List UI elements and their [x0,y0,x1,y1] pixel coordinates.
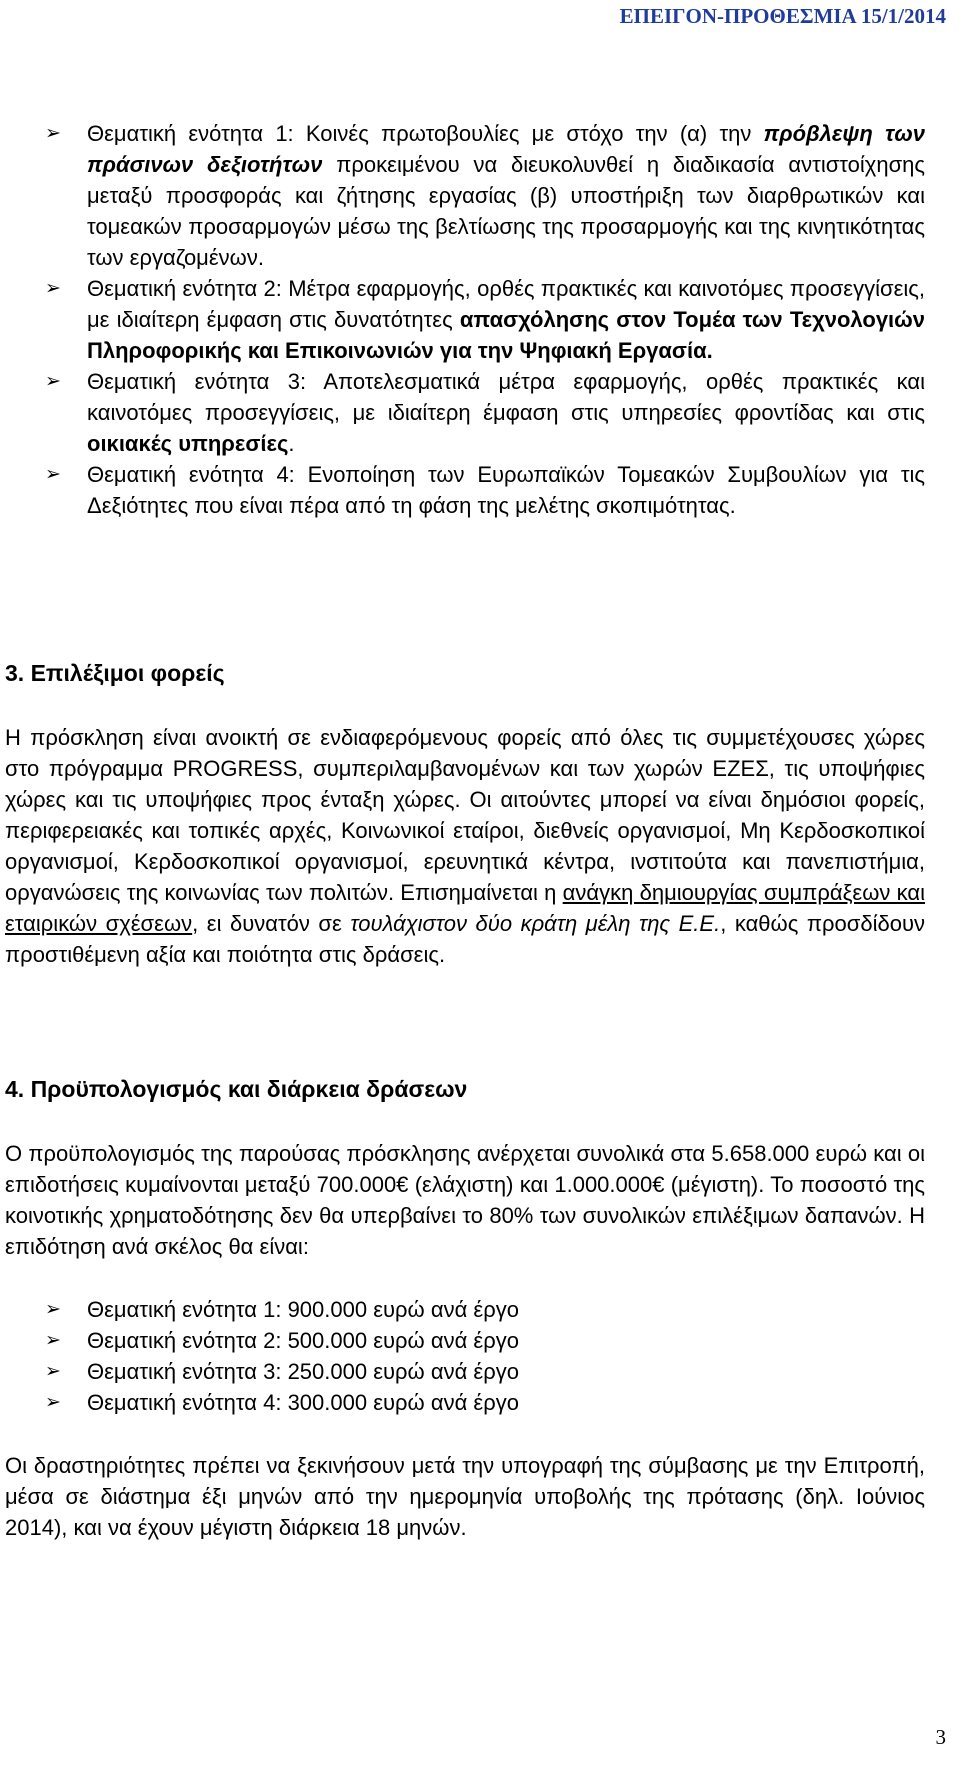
list-item: ➢ Θεματική ενότητα 4: Ενοποίηση των Ευρωπαϊκών Τομεακών Συμβουλίων για τις Δεξιότητες που είναι πέρα από τη φάση της μελέτης σκοπιμότητας. [45,459,925,521]
list-item: ➢ Θεματική ενότητα 3: Αποτελεσματικά μέτρα εφαρμογής, ορθές πρακτικές και καινοτόμες προσεγγίσεις, με ιδιαίτερη έμφαση στις υπηρεσίες φροντίδας και στις οικιακές υπηρεσίες. [45,366,925,459]
list-item: ➢ Θεματική ενότητα 1: Κοινές πρωτοβουλίες με στόχο την (α) την πρόβλεψη των πράσινων δεξιοτήτων προκειμένου να διευκολυνθεί η διαδικασία αντιστοίχησης μεταξύ προσφοράς και ζήτησης εργασίας (β) υποστήριξη των διαρθρωτικών και τομεακών προσαρμογών μέσω της βελτίωσης της προσαρμογής και της κινητικότητας των εργαζομένων. [45,118,925,273]
list-item: ➢ Θεματική ενότητα 1: 900.000 ευρώ ανά έργο [45,1294,925,1325]
closing-paragraph: Οι δραστηριότητες πρέπει να ξεκινήσουν μετά την υπογραφή της σύμβασης με την Επιτροπή, μέσα σε διάστημα έξι μηνών από την ημερομηνία υποβολής της πρότασης (δηλ. Ιούνιος 2014), και να έχουν μέγιστη διάρκεια 18 μηνών. [5,1453,925,1540]
page-header: ΕΠΕΙΓΟΝ-ΠΡΟΘΕΣΜΙΑ 15/1/2014 [619,4,946,28]
section-4-heading: 4. Προϋπολογισμός και διάρκεια δράσεων [5,1076,468,1102]
thematic-list [45,118,925,521]
arrow-bullet-icon: ➢ [45,371,61,392]
list-item: ➢ Θεματική ενότητα 2: 500.000 ευρώ ανά έργο [45,1325,925,1356]
arrow-bullet-icon: ➢ [45,1392,61,1413]
eligible-bodies-paragraph: Η πρόσκληση είναι ανοικτή σε ενδιαφερόμενους φορείς από όλες τις συμμετέχουσες χώρες στο πρόγραμμα PROGRESS, συμπεριλαμβανομένων και των χωρών ΕΖΕΣ, τις υποψήφιες χώρες και τις υποψήφιες προς ένταξη χώρες. Οι αιτούντες μπορεί να είναι δημόσιοι φορείς, περιφερειακές και τοπικές αρχές, Κοινωνικοί εταίροι, διεθνείς οργανισμοί, Μη Κερδοσκοπικοί οργανισμοί, Κερδοσκοπικοί οργανισμοί, ερευνητικά κέντρα, ινστιτούτα και πανεπιστήμια, οργανώσεις της κοινωνίας των πολιτών. Επισημαίνεται η ανάγκη δημιουργίας συμπράξεων και εταιρικών σχέσεων, ει δυνατόν σε τουλάχιστον δύο κράτη μέλη της Ε.Ε., καθώς προσδίδουν προστιθέμενη αξία και ποιότητα στις δράσεις. [5,725,925,967]
section-3-heading: 3. Επιλέξιμοι φορείς [5,660,225,686]
arrow-bullet-icon: ➢ [45,1330,61,1351]
arrow-bullet-icon: ➢ [45,1299,61,1320]
arrow-bullet-icon: ➢ [45,278,61,299]
list-item: ➢ Θεματική ενότητα 3: 250.000 ευρώ ανά έργο [45,1356,925,1387]
budget-paragraph: Ο προϋπολογισμός της παρούσας πρόσκλησης ανέρχεται συνολικά στα 5.658.000 ευρώ και οι επιδοτήσεις κυμαίνονται μεταξύ 700.000€ (ελάχιστη) και 1.000.000€ (μέγιστη). Το ποσοστό της κοινοτικής χρηματοδότησης δεν θα υπερβαίνει το 80% των συνολικών επιλέξιμων δαπανών. Η επιδότηση ανά σκέλος θα είναι: [5,1141,925,1259]
list-item: ➢ Θεματική ενότητα 2: Μέτρα εφαρμογής, ορθές πρακτικές και καινοτόμες προσεγγίσεις, με ιδιαίτερη έμφαση στις δυνατότητες απασχόλησης στον Τομέα των Τεχνολογιών Πληροφορικής και Επικοινωνιών για την Ψηφιακή Εργασία. [45,273,925,366]
page-number: 3 [935,1725,946,1749]
arrow-bullet-icon: ➢ [45,1361,61,1382]
list-item: ➢ Θεματική ενότητα 4: 300.000 ευρώ ανά έργο [45,1387,925,1418]
arrow-bullet-icon: ➢ [45,123,61,144]
arrow-bullet-icon: ➢ [45,464,61,485]
budget-list [45,1294,925,1418]
